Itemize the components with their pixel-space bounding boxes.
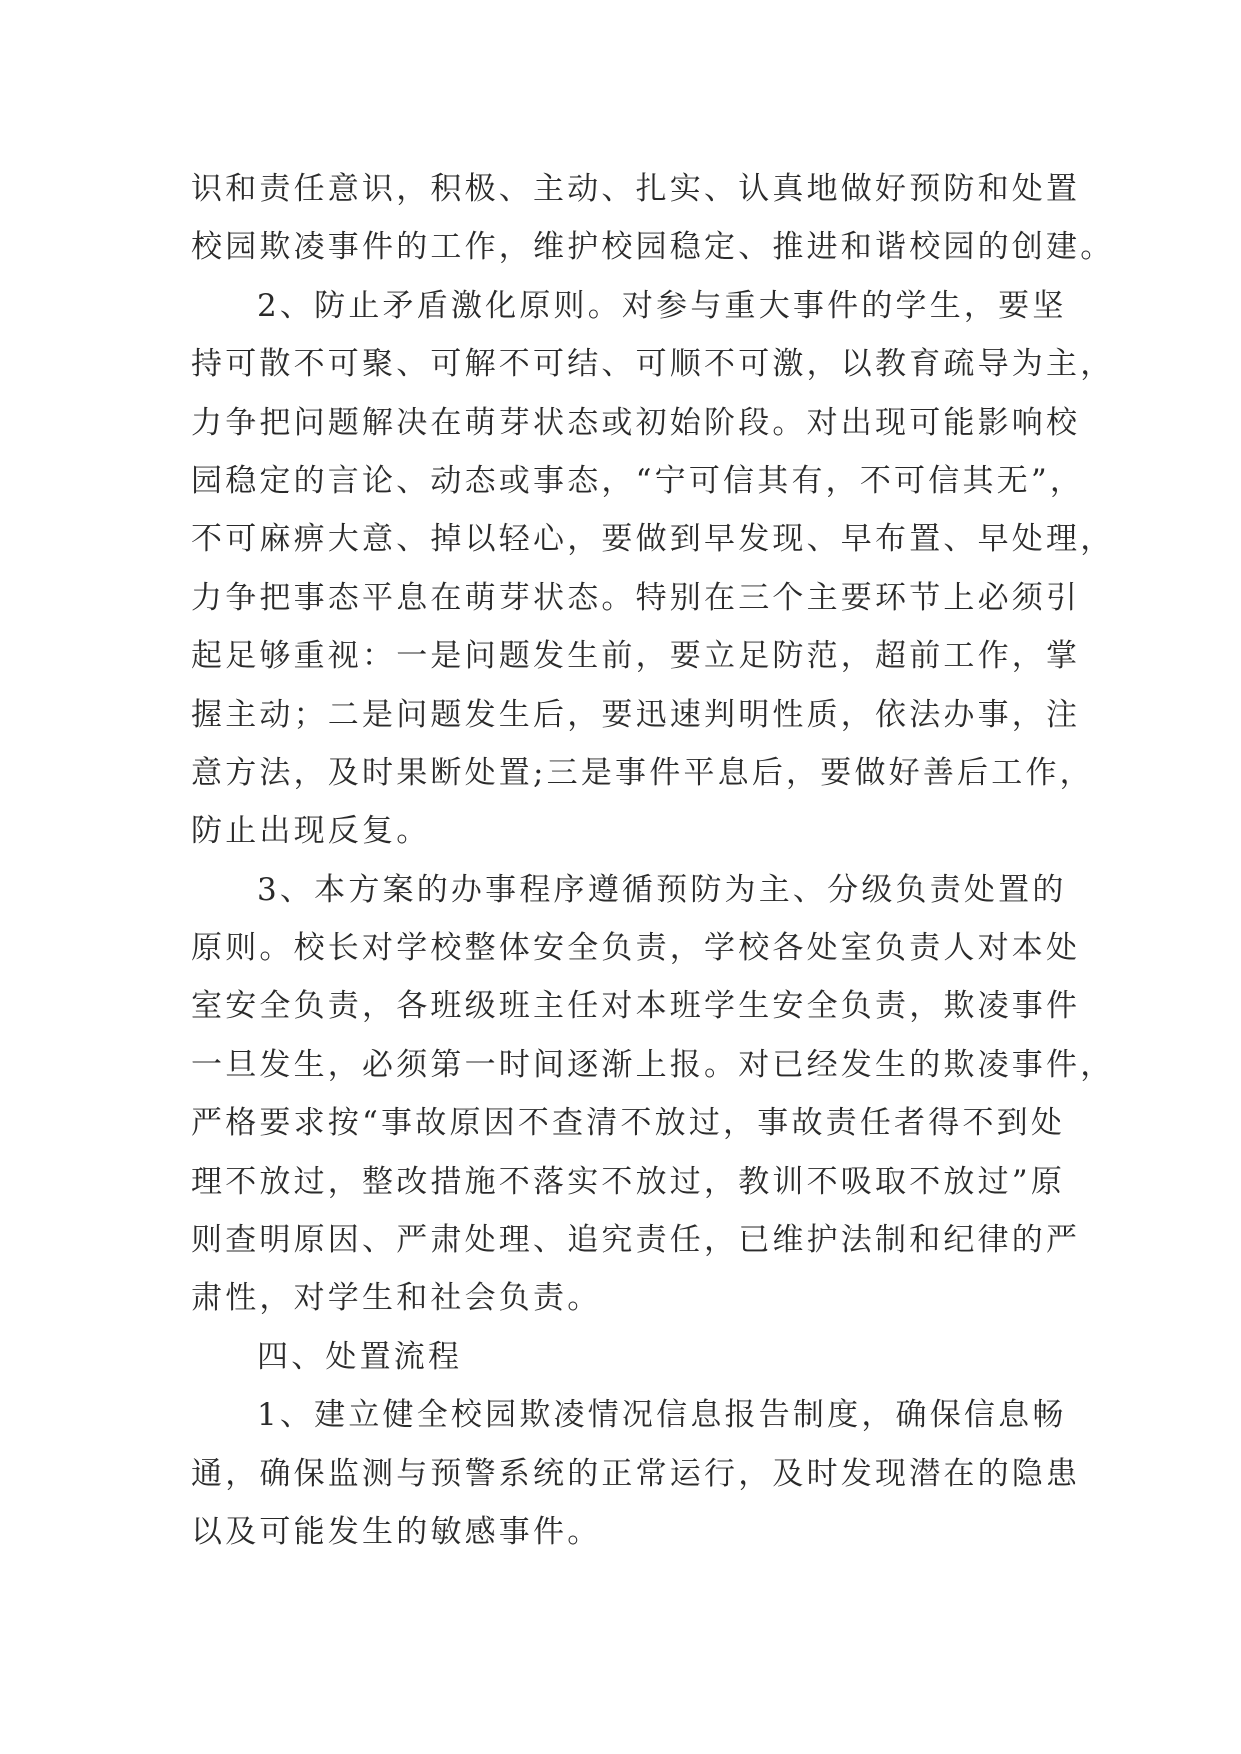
- text-line: 室安全负责，各班级班主任对本班学生安全负责，欺凌事件: [191, 988, 1081, 1025]
- text-line: 力争把问题解决在萌芽状态或初始阶段。对出现可能影响校: [191, 404, 1081, 441]
- paragraph-start-line: 3、本方案的办事程序遵循预防为主、分级负责处置的: [257, 871, 1067, 908]
- text-line: 通，确保监测与预警系统的正常运行，及时发现潜在的隐患: [191, 1455, 1081, 1492]
- text-line: 力争把事态平息在萌芽状态。特别在三个主要环节上必须引: [191, 579, 1081, 616]
- paragraph-start-line: 2、防止矛盾激化原则。对参与重大事件的学生，要坚: [257, 287, 1067, 324]
- text-line: 不可麻痹大意、掉以轻心，要做到早发现、早布置、早处理，: [191, 521, 1115, 558]
- text-line: 则查明原因、严肃处理、追究责任，已维护法制和纪律的严: [191, 1222, 1081, 1259]
- text-line: 持可散不可聚、可解不可结、可顺不可激，以教育疏导为主，: [191, 346, 1115, 383]
- text-line: 握主动；二是问题发生后，要迅速判明性质，依法办事，注: [191, 696, 1081, 733]
- text-line: 起足够重视：一是问题发生前，要立足防范，超前工作，掌: [191, 638, 1081, 675]
- text-line: 防止出现反复。: [191, 813, 431, 850]
- text-line: 识和责任意识，积极、主动、扎实、认真地做好预防和处置: [191, 171, 1081, 207]
- text-line: 一旦发生，必须第一时间逐渐上报。对已经发生的欺凌事件，: [191, 1046, 1115, 1083]
- section-heading: 四、处置流程: [257, 1338, 463, 1375]
- text-line: 园稳定的言论、动态或事态，“宁可信其有，不可信其无”，: [191, 462, 1085, 499]
- paragraph-start-line: 1、建立健全校园欺凌情况信息报告制度，确保信息畅: [257, 1397, 1067, 1434]
- text-line: 以及可能发生的敏感事件。: [191, 1513, 602, 1550]
- text-line: 理不放过，整改措施不落实不放过，教训不吸取不放过”原: [191, 1163, 1066, 1200]
- body-text: [191, 160, 1115, 1561]
- text-line: 校园欺凌事件的工作，维护校园稳定、推进和谐校园的创建。: [191, 229, 1115, 266]
- text-line: 严格要求按“事故原因不查清不放过，事故责任者得不到处: [191, 1105, 1066, 1142]
- text-line: 意方法，及时果断处置;三是事件平息后，要做好善后工作，: [191, 754, 1094, 791]
- text-line: 肃性，对学生和社会负责。: [191, 1280, 602, 1317]
- text-line: 原则。校长对学校整体安全负责，学校各处室负责人对本处: [191, 930, 1081, 967]
